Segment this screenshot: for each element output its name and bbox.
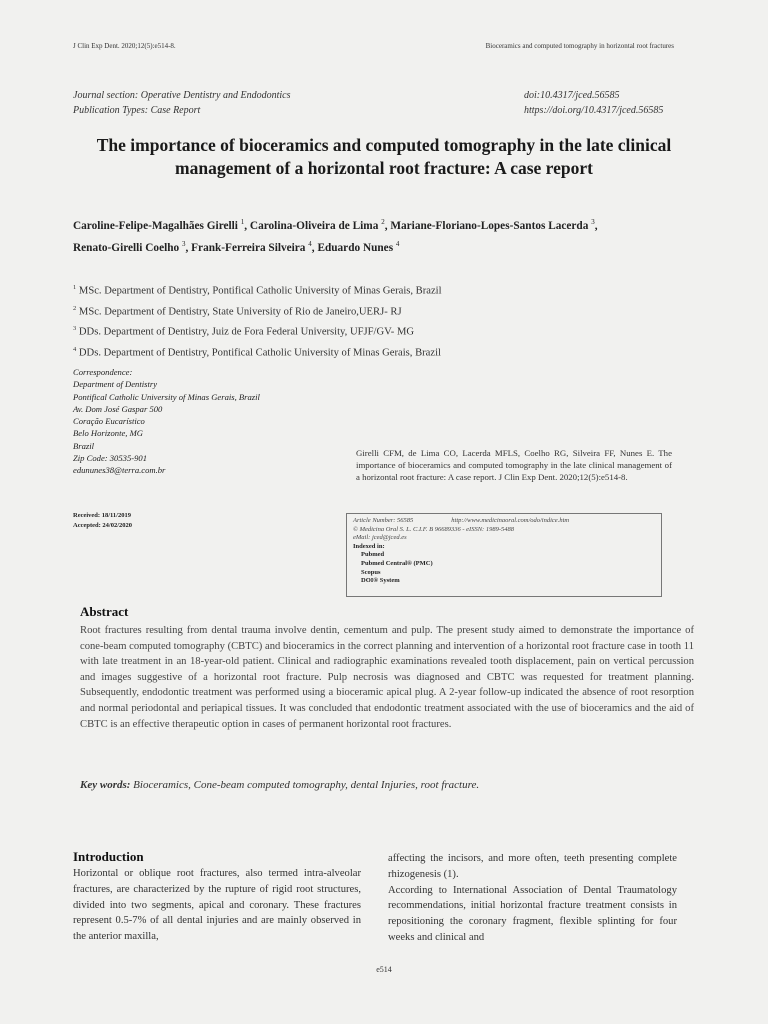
abstract-heading: Abstract xyxy=(80,604,129,619)
affiliation-item: $^3$ DDs. Department of Dentistry, Juiz de Fora Federal University, UFJF/GV- MG xyxy=(73,325,415,338)
indexed-label: Indexed in: xyxy=(353,542,385,550)
introduction-left-column: Horizontal or oblique root fractures, also termed intra-alveolar fractures, are characterized by the rupture of rigid root structures, divided into two segments, apical and coronary. These fractures represent 0.5-7% of all dental injuries and are mainly observed in the anterior maxilla, xyxy=(73,868,361,943)
index-item: Pubmed xyxy=(361,551,385,559)
introduction-heading: Introduction xyxy=(73,849,144,864)
accepted-date: Accepted: 24/02/2020 xyxy=(73,521,133,529)
author-name: Caroline-Felipe-Magalhães Girelli xyxy=(73,219,238,232)
publication-type: Publication Types: Case Report xyxy=(73,105,201,116)
correspondence-line: Brazil xyxy=(73,440,95,451)
article-meta-left xyxy=(73,88,290,118)
received-date: Received: 18/11/2019 xyxy=(73,512,131,519)
correspondence-line: Department of Dentistry xyxy=(73,379,158,390)
affiliation-item: $^1$ MSc. Department of Dentistry, Pontifical Catholic University of Minas Gerais, Brazil xyxy=(73,284,442,297)
abstract-text: Root fractures resulting from dental trauma involve dentin, cementum and pulp. The present study aimed to demonstrate the importance of cone-beam computed tomography (CBTC) and bioceramics in the correct planning and intervention of a horizontal root fracture case in tooth 11 with late treatment in an 18-year-old patient. Clinical and radiographic examinations revealed tooth displacement, pain on vertical percussion and images suggestive of a horizontal root fracture. Pulp necrosis was diagnosed and CBTC was requested for treatment planning. Subsequently, endodontic treatment was performed using a bioceramic apical plug. A 2-year follow-up indicated the absence of root resorption and normal periodontal and periapical tissues. It was concluded that endodontic treatment associated with the use of bioceramics and the aid of CBTC is an effective therapeutic option in cases of permanent horizontal root fractures. xyxy=(80,625,694,730)
page-number: e514 xyxy=(376,965,392,974)
author-affiliation-marker: 1 xyxy=(240,218,245,226)
article-number: Article Number: 56585 xyxy=(353,517,414,524)
correspondence-line: Correspondence: xyxy=(73,367,133,377)
correspondence-block xyxy=(73,366,260,477)
index-item: DOI® System xyxy=(361,577,400,585)
citation: Girelli CFM, de Lima CO, Lacerda MFLS, Coelho RG, Silveira FF, Nunes E. The importance of bioceramics and computed tomography in the late clinical management of a horizontal root fracture: A case report. J Clin Exp Dent. 2020;12(5):e514-8. xyxy=(356,448,672,483)
publisher: © Medicina Oral S. L. C.I.F. B 96689336 - eISSN: 1989-5488 xyxy=(353,525,514,533)
title-line: management of a horizontal root fracture: A case report xyxy=(175,158,593,178)
article-meta-right xyxy=(524,88,663,118)
doi[interactable]: doi:10.4317/jced.56585 xyxy=(524,90,620,101)
keywords-label: Key words: xyxy=(80,779,131,791)
author-affiliation-marker: 3 xyxy=(182,239,186,248)
journal-url[interactable]: http://www.medicinaoral.com/odo/indice.htm xyxy=(451,517,570,524)
author-affiliation-marker: 2 xyxy=(381,218,385,226)
author-name: Carolina-Oliveira de Lima xyxy=(249,219,379,232)
correspondence-line: Belo Horizonte, MG xyxy=(73,428,143,439)
correspondence-line: Zip Code: 30535-901 xyxy=(73,453,147,464)
author-affiliation-marker: 4 xyxy=(395,239,400,248)
correspondence-line: Pontifical Catholic University of Minas Gerais, Brazil xyxy=(73,391,260,402)
author-affiliation-marker: 3 xyxy=(591,218,595,226)
journal-section: Journal section: Operative Dentistry and Endodontics xyxy=(73,90,291,101)
introduction-paragraph: affecting the incisors, and more often, teeth presenting complete rhizogenesis (1). xyxy=(388,853,677,880)
affiliation-item: $^4$ DDs. Department of Dentistry, Pontifical Catholic University of Minas Gerais, Brazil xyxy=(73,345,441,359)
keywords-value: Bioceramics, Cone-beam computed tomography, dental Injuries, root fracture. xyxy=(133,779,480,791)
running-header-right: Bioceramics and computed tomography in horizontal root fractures xyxy=(485,42,674,50)
introduction-right-column xyxy=(388,851,677,946)
introduction-paragraph: According to International Association of Dental Traumatology recommendations, initial horizontal fracture treatment consists in repositioning the coronary fragment, flexible splinting for four weeks and clinical and xyxy=(388,884,677,943)
author-list: Caroline-Felipe-Magalhães Girelli $^1$, Carolina-Oliveira de Lima $^2$, Mariane-Floriano-Lopes-Santos Lacerda $^3$, Renato-Girelli Coelho $^3$, Frank-Ferreira Silveira $^4$, Eduardo Nunes $^4$ xyxy=(73,218,598,254)
author-name: Mariane-Floriano-Lopes-Santos Lacerda xyxy=(390,219,589,232)
dates-block xyxy=(73,511,132,530)
keywords xyxy=(80,779,479,791)
index-item: Pubmed Central® (PMC) xyxy=(361,559,433,567)
author-name: Eduardo Nunes xyxy=(317,241,394,254)
author-name: Renato-Girelli Coelho xyxy=(73,241,180,254)
doi-link[interactable]: https://doi.org/10.4317/jced.56585 xyxy=(524,105,664,116)
index-item: Scopus xyxy=(361,568,381,576)
affiliation-list xyxy=(73,279,442,361)
correspondence-line: Av. Dom José Gaspar 500 xyxy=(73,403,163,414)
article-title xyxy=(60,134,708,180)
title-line: The importance of bioceramics and computed tomography in the late clinical xyxy=(96,135,672,155)
correspondence-email[interactable]: edununes38@terra.com.br xyxy=(73,465,166,476)
correspondence-line: Coração Eucarístico xyxy=(73,416,145,427)
author-name: Frank-Ferreira Silveira xyxy=(191,241,306,254)
running-header-left: J Clin Exp Dent. 2020;12(5):e514-8. xyxy=(73,42,176,50)
author-affiliation-marker: 4 xyxy=(308,239,312,248)
affiliation-item: $^2$ MSc. Department of Dentistry, State University of Rio de Janeiro,UERJ- RJ xyxy=(73,304,402,318)
article-info-box xyxy=(346,513,662,597)
journal-email[interactable]: eMail: jced@jced.es xyxy=(353,534,407,542)
